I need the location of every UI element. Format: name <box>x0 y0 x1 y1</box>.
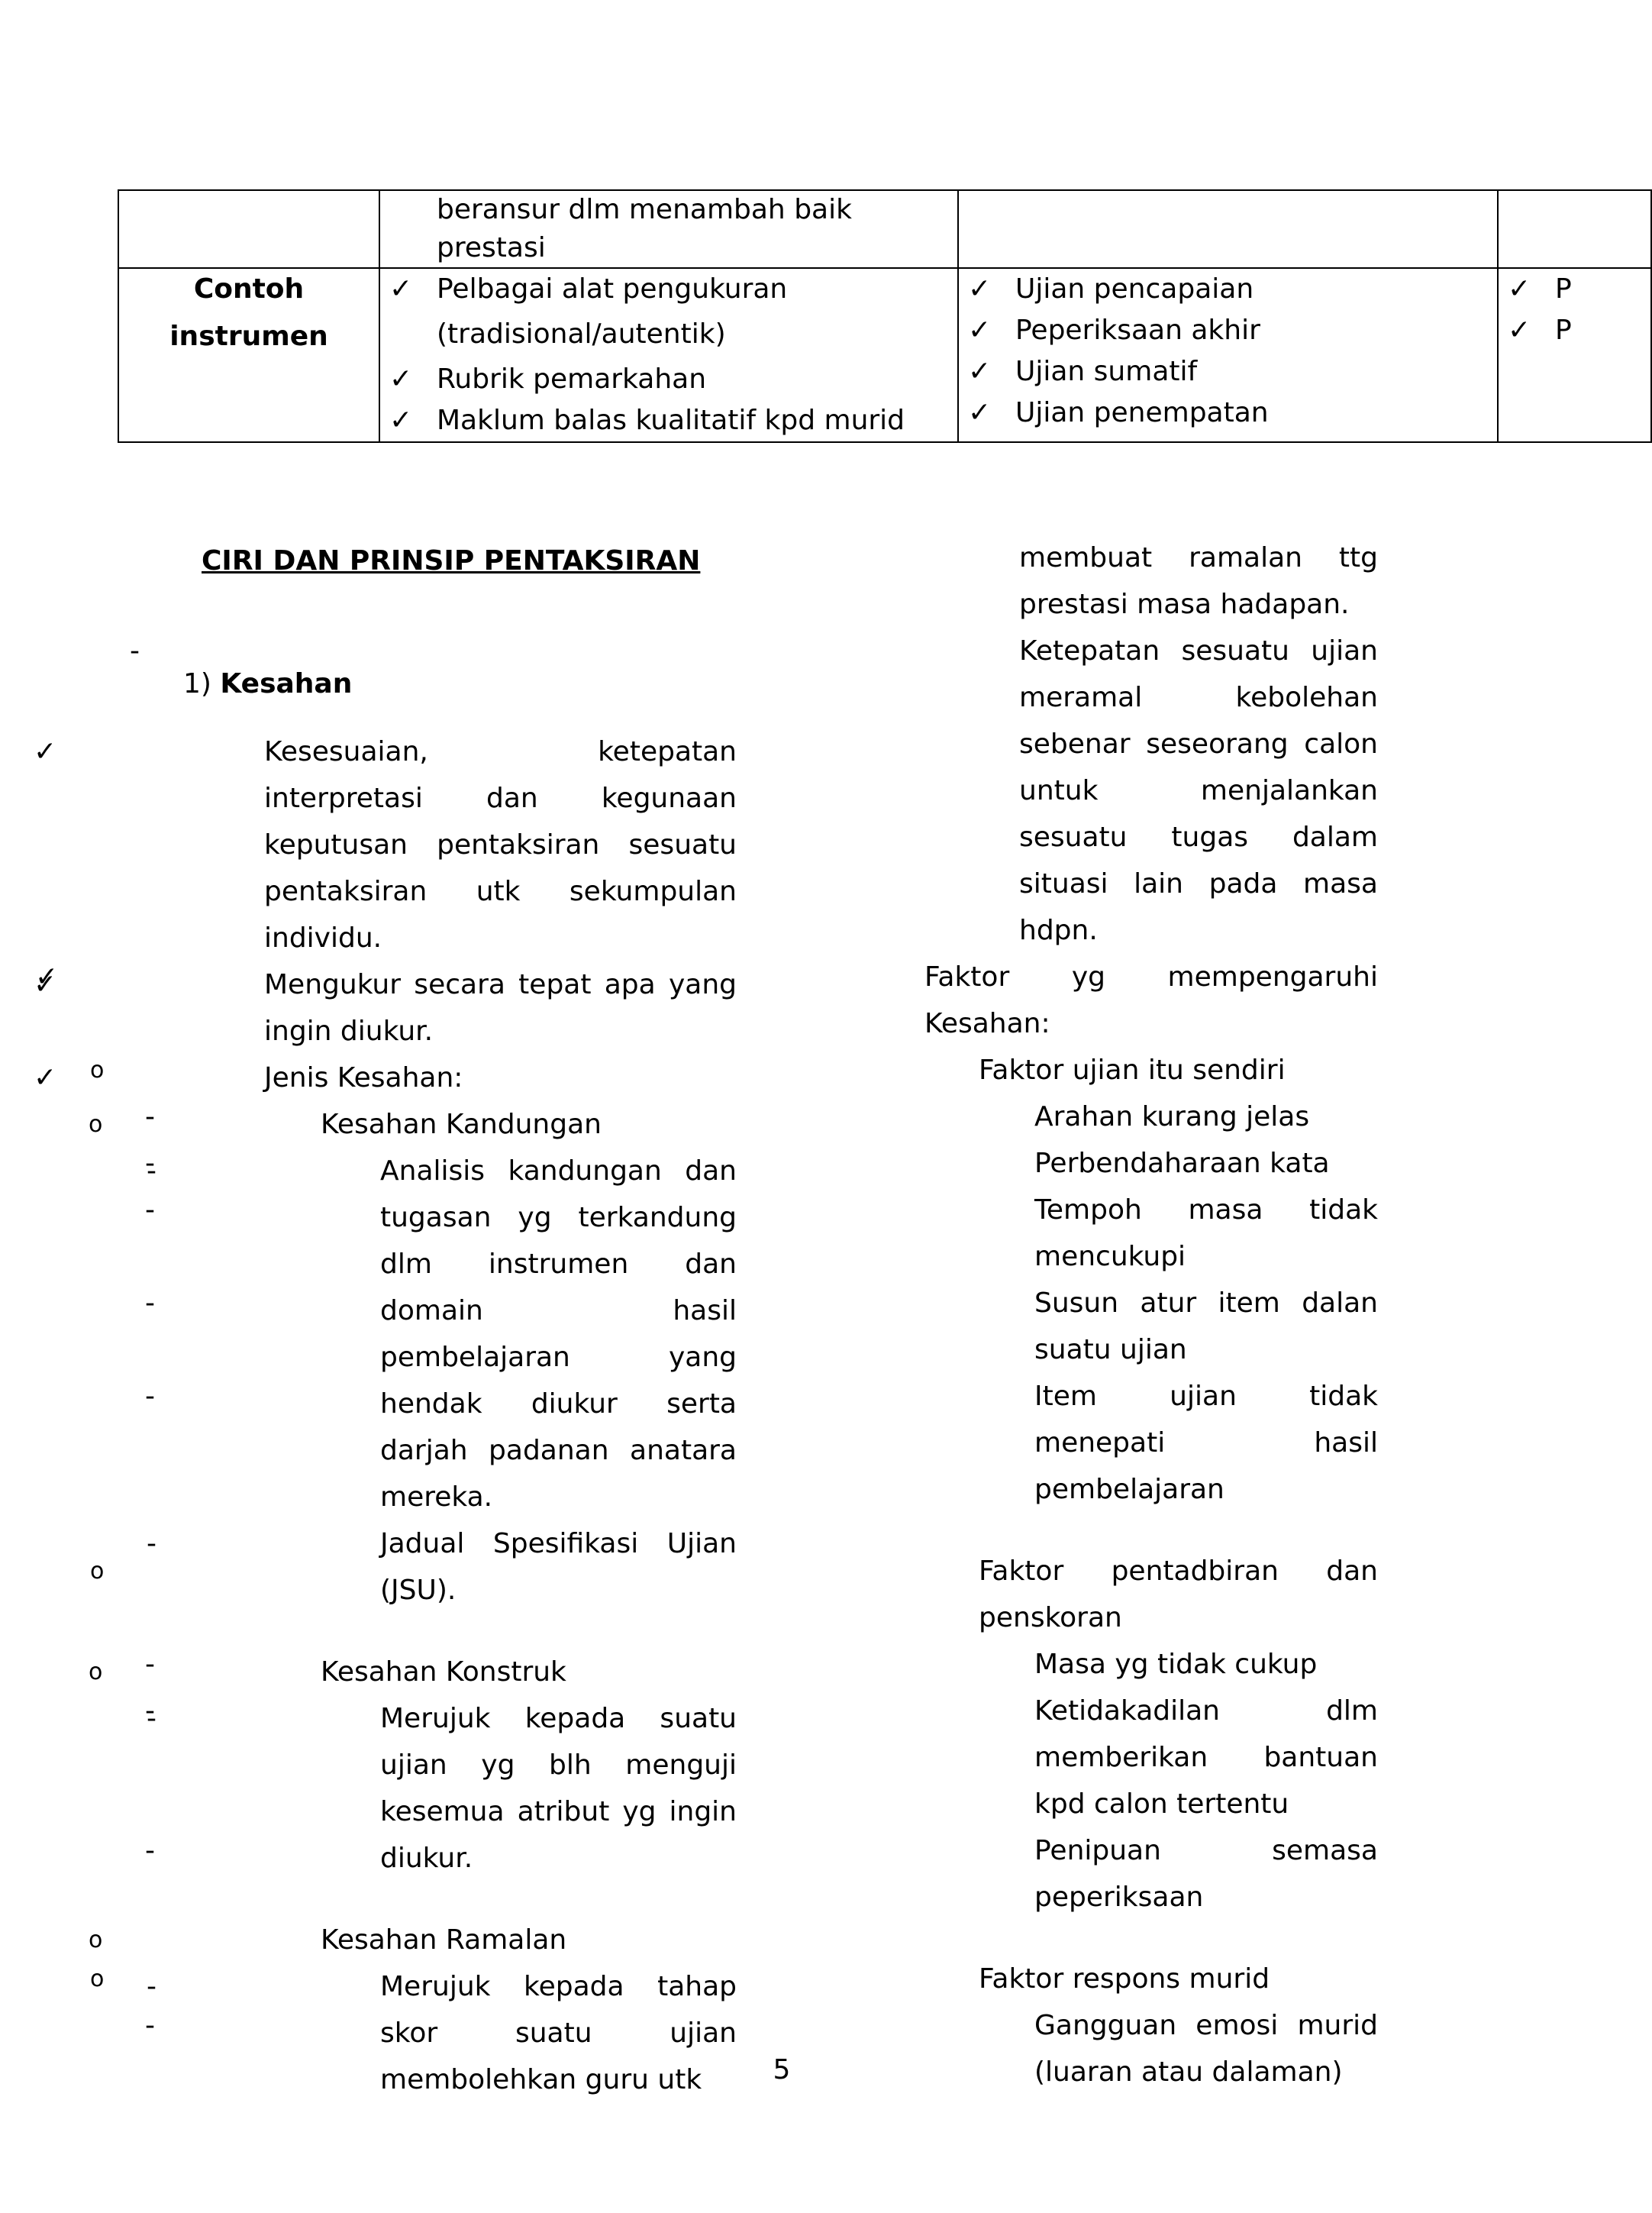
check-item: ✓ Jenis Kesahan: <box>0 1055 737 1101</box>
factor-point: - Gangguan emosi murid (luaran atau dalaman) <box>0 2002 1378 2095</box>
comparison-table <box>118 189 1572 436</box>
table-cell <box>1498 268 1651 442</box>
list-item: ✓ P <box>1499 269 1650 310</box>
factor-group: o Faktor ujian itu sendiri <box>0 1047 1378 1094</box>
table-row <box>118 268 1651 442</box>
type-point: - Ketepatan sesuatu ujian meramal kebolehan sebenar seseorang calon untuk menjalankan sesuatu tugas dalam situasi lain pada masa hdpn. <box>0 628 1378 954</box>
list-item: ✓ Ujian sumatif <box>959 351 1497 393</box>
factor-point: - Item ujian tidak menepati hasil pembelajaran <box>0 1373 1378 1513</box>
list-item: ✓ Ujian penempatan <box>959 393 1497 434</box>
table-cell <box>958 268 1498 442</box>
right-column <box>840 535 1378 2095</box>
row-label-line: instrumen <box>169 321 328 352</box>
factor-point: - Penipuan semasa peperiksaan <box>0 1827 1378 1921</box>
type-point: - Merujuk kepada tahap skor suatu ujian membolehkan guru utk <box>0 1963 737 2103</box>
continued-text: membuat ramalan ttg prestasi masa hadapan. <box>1019 542 1378 620</box>
table-cell <box>379 268 958 442</box>
list-item: ✓ Ujian pencapaian <box>959 269 1497 310</box>
table-cell <box>118 190 379 268</box>
kesahan-type: o Kesahan Konstruk <box>0 1649 737 1695</box>
list-item: ✓ Pelbagai alat pengukuran <box>380 269 957 310</box>
check-item: ✓ Kesesuaian, ketepatan interpretasi dan kegunaan keputusan pentaksiran sesuatu pentaksiran utk sekumpulan individu. <box>0 729 737 961</box>
factor-point: - Susun atur item dalan suatu ujian <box>0 1280 1378 1373</box>
factor-point: - Arahan kurang jelas <box>0 1094 1378 1140</box>
factor-point: - Ketidakadilan dlm memberikan bantuan kpd calon tertentu <box>0 1688 1378 1827</box>
section-number: 1) <box>183 668 211 699</box>
page-number: 5 <box>773 2054 791 2085</box>
factor-point: - Perbendaharaan kata <box>0 1140 1378 1187</box>
list-item: ✓ Maklum balas kualitatif kpd murid <box>380 400 957 441</box>
check-item: ✓ Mengukur secara tepat apa yang ingin diukur. <box>0 961 737 1055</box>
table-cell <box>958 190 1498 268</box>
table-cell <box>379 190 958 268</box>
list-item: ✓ P <box>1499 310 1650 351</box>
table-row <box>118 190 1651 268</box>
type-point: - Merujuk kepada suatu ujian yg blh menguji kesemua atribut yg ingin diukur. <box>0 1695 737 1882</box>
check-item: ✓ Faktor yg mempengaruhi Kesahan: <box>0 954 1378 1047</box>
factor-group: o Faktor respons murid <box>0 1956 1378 2002</box>
row-label <box>118 268 379 442</box>
list-item: ✓ Rubrik pemarkahan <box>380 359 957 400</box>
factor-point: - Tempoh masa tidak mencukupi <box>0 1187 1378 1280</box>
factor-group: o Faktor pentadbiran dan penskoran <box>0 1548 1378 1641</box>
kesahan-type: o Kesahan Ramalan <box>0 1917 737 1963</box>
row-label-line: Contoh <box>193 273 305 305</box>
type-point: - Analisis kandungan dan tugasan yg terkandung dlm instrumen dan domain hasil pembelajaran yang hendak diukur serta darjah padanan anatara mereka. <box>0 1148 737 1520</box>
cell-text: beransur dlm menambah baik prestasi <box>437 194 852 263</box>
type-point: - Jadual Spesifikasi Ujian (JSU). <box>0 1520 737 1614</box>
factor-point: - Masa yg tidak cukup <box>0 1641 1378 1688</box>
section-heading: CIRI DAN PRINSIP PENTAKSIRAN <box>202 545 701 577</box>
table-cell <box>1498 190 1651 268</box>
kesahan-type: o Kesahan Kandungan <box>0 1101 737 1148</box>
list-item-continuation: (tradisional/autentik) <box>437 318 726 350</box>
section-name: Kesahan <box>220 668 353 699</box>
list-item: ✓ Peperiksaan akhir <box>959 310 1497 351</box>
